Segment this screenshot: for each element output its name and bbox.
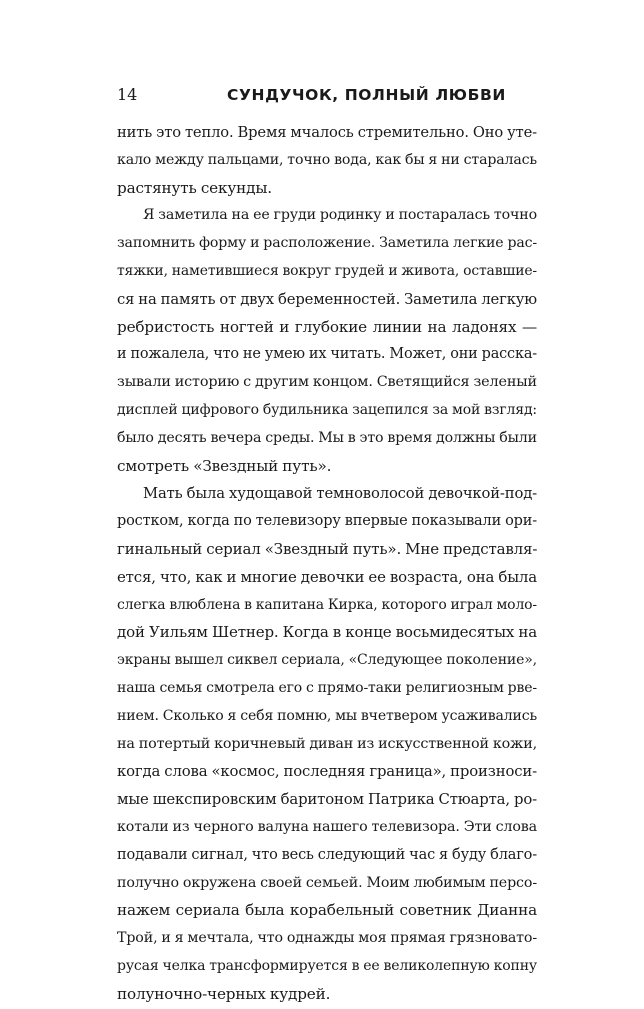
text-line: наша семья смотрела его с прямо-таки религиозным рве- (117, 679, 537, 696)
text-line: смотреть «Звездный путь». (117, 456, 332, 475)
running-title: СУНДУЧОК, ПОЛНЫЙ ЛЮБВИ (227, 86, 507, 104)
text-line: гинальный сериал «Звездный путь». Мне представля- (117, 539, 538, 558)
text-line: дисплей цифрового будильника зацепился за мой взгляд: (117, 401, 537, 418)
text-line: получно окружена своей семьей. Моим любимым персо- (117, 874, 537, 891)
text-line: запомнить форму и расположение. Заметила легкие рас- (117, 235, 537, 252)
text-line: кало между пальцами, точно вода, как бы я ни старалась (117, 151, 537, 168)
text-line: экраны вышел сиквел сериала, «Следующее поколение», (117, 652, 537, 669)
text-line: слегка влюблена в капитана Кирка, которого играл моло- (117, 596, 537, 613)
text-line: Я заметила на ее груди родинку и постаралась точно (143, 207, 537, 224)
text-line: мые шекспировским баритоном Патрика Стюарта, ро- (117, 791, 537, 809)
text-line: ребристость ногтей и глубокие линии на ладонях — (117, 317, 537, 336)
text-line: ся на память от двух беременностей. Заметила легкую (117, 290, 537, 308)
paragraph-3 (117, 480, 537, 1008)
paragraph-1 (117, 119, 537, 202)
text-line: когда слова «космос, последняя граница», произноси- (117, 762, 538, 781)
body-text (117, 119, 537, 1009)
running-head (117, 84, 537, 108)
text-line: нажем сериала была корабельный советник Дианна (117, 901, 537, 920)
text-line: русая челка трансформируется в ее великолепную копну (117, 957, 537, 974)
text-line: подавали сигнал, что весь следующий час я буду благо- (117, 846, 537, 863)
text-line: нием. Сколько я себя помню, мы вчетвером усаживались (117, 707, 537, 724)
text-line: тяжки, наметившиеся вокруг грудей и живота, оставшие- (117, 262, 537, 279)
text-line: на потертый коричневый диван из искусственной кожи, (117, 735, 537, 752)
text-line: зывали историю с другим концом. Светящийся зеленый (117, 374, 537, 391)
text-line: ется, что, как и многие девочки ее возраста, она была (117, 567, 537, 586)
text-line: нить это тепло. Время мчалось стремительно. Оно уте- (117, 124, 537, 141)
text-line: растянуть секунды. (117, 178, 272, 197)
text-line: Мать была худощавой темноволосой девочкой-под- (143, 485, 537, 503)
text-line: полуночно-черных кудрей. (117, 984, 331, 1003)
text-line: было десять вечера среды. Мы в это время должны были (117, 429, 537, 446)
paragraph-2 (117, 202, 537, 480)
text-line: Трой, и я мечтала, что однажды моя прямая грязновато- (117, 930, 537, 947)
page-number: 14 (117, 85, 138, 104)
text-line: котали из черного валуна нашего телевизора. Эти слова (117, 818, 537, 835)
text-line: ростком, когда по телевизору впервые показывали ори- (117, 513, 537, 530)
text-line: и пожалела, что не умею их читать. Может, они расска- (117, 346, 537, 363)
text-line: дой Уильям Шетнер. Когда в конце восьмидесятых на (117, 623, 537, 642)
